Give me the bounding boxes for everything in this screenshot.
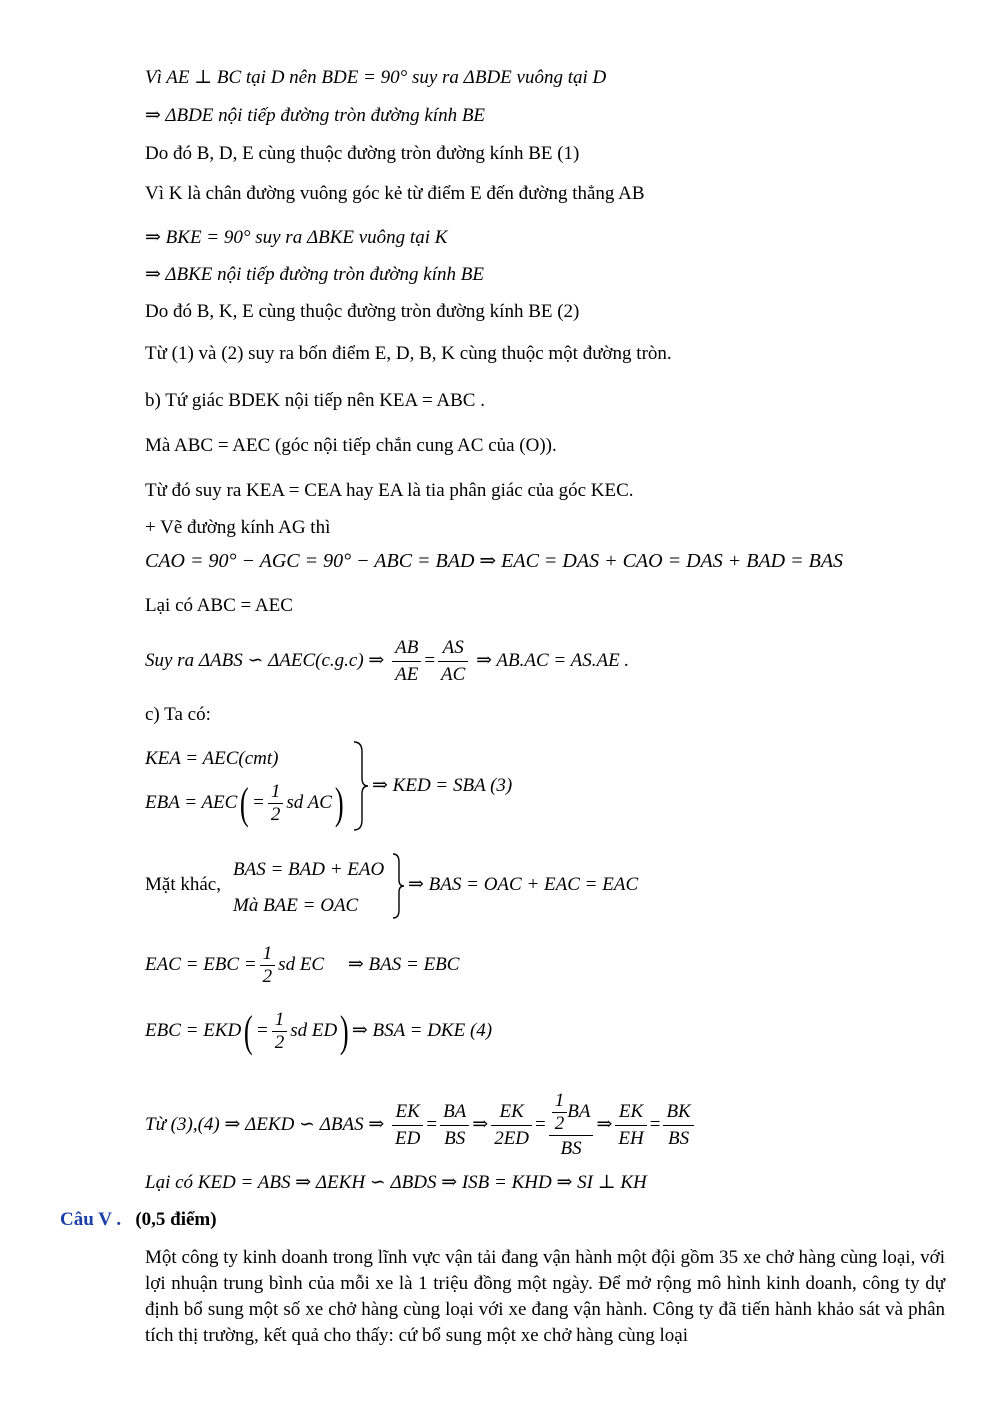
arc-equation: EAC = EBC = $\frac{1}{2}$ sd EC ⇒ BAS = EBC (145, 943, 460, 988)
proof-line: Từ đó suy ra KEA = CEA hay EA là tia phân giác của góc KEC. (145, 480, 634, 501)
ratio-chain: Từ (3),(4) ⇒ ΔEKD ∽ ΔBAS ⇒ $\frac{EK}{ED}$ = $\frac{BA}{BS}$ ⇒ $\frac{EK}{2ED}$ = $\frac{1}{2}$ BA BS ⇒ $\frac{EK}{EH}$ = $\frac{BK}{BS}$ (145, 1082, 697, 1168)
question-points: (0,5 điểm) (135, 1209, 217, 1230)
proof-line: Lại có ABC = AEC (145, 595, 293, 616)
fraction: $\frac{AS}{AC}$ (438, 635, 468, 688)
system2-row1: BAS = BAD + EAO (233, 859, 385, 880)
proof-line: ⇒ ΔBDE nội tiếp đường tròn đường kính BE (145, 105, 486, 126)
system1-row2: EBA = AEC( = $\frac{1}{2}$ sd AC) (145, 778, 344, 828)
proof-line: Từ (1) và (2) suy ra bốn điểm E, D, B, K cùng thuộc một đường tròn. (145, 343, 672, 364)
right-brace (350, 740, 370, 832)
similarity-suffix: ⇒ AB.AC = AS.AE . (476, 650, 630, 671)
system1-result: ⇒ KED = SBA (3) (372, 775, 513, 796)
angle-equation: CAO = 90° − AGC = 90° − ABC = BAD ⇒ EAC = DAS + CAO = DAS + BAD = BAS (145, 550, 844, 572)
proof-line: + Vẽ đường kính AG thì (145, 517, 331, 538)
arc-equation: EBC = EKD( = $\frac{1}{2}$ sd ED) ⇒ BSA = DKE (4) (145, 1006, 493, 1056)
question-text: Một công ty kinh doanh trong lĩnh vực vận tải đang vận hành một đội gồm 35 xe chở hàng cùng loại, với lợi nhuận trung bình của mỗi xe là 1 triệu đồng một ngày. Để mở rộng mô hình kinh doanh, công ty dự định bổ sung một số xe chở hàng cùng loại với xe đang vận hành. Công ty đã tiến hành khảo sát và phân tích thị trường, kết quả cho thấy: cứ bổ sung một xe chở hàng cùng loại (145, 1247, 945, 1346)
question-heading (60, 1209, 217, 1231)
similarity-prefix: Suy ra ΔABS ∽ ΔAEC(c.g.c) ⇒ (145, 650, 385, 671)
proof-line: Mà ABC = AEC (góc nội tiếp chắn cung AC của (O)). (145, 435, 557, 456)
system2-prefix: Mặt khác, (145, 874, 221, 895)
fraction: $\frac{AB}{AE}$ (392, 635, 421, 688)
similarity-line: Suy ra ΔABS ∽ ΔAEC(c.g.c) ⇒ $\frac{AB}{AE}$ = $\frac{AS}{AC}$ ⇒ AB.AC = AS.AE . (145, 634, 629, 688)
system1-row1: KEA = AEC(cmt) (145, 748, 279, 769)
system2-row2: Mà BAE = OAC (233, 895, 359, 916)
proof-line: ⇒ ΔBKE nội tiếp đường tròn đường kính BE (145, 264, 484, 285)
proof-line: Vì AE ⊥ BC tại D nên BDE = 90° suy ra ΔBDE vuông tại D (145, 67, 607, 88)
proof-line: Do đó B, K, E cùng thuộc đường tròn đường kính BE (2) (145, 301, 580, 322)
conclusion-line: Lại có KED = ABS ⇒ ΔEKH ∽ ΔBDS ⇒ ISB = KHD ⇒ SI ⊥ KH (145, 1172, 647, 1193)
system2-result: ⇒ BAS = OAC + EAC = EAC (408, 874, 639, 895)
part-b-heading: b) Tứ giác BDEK nội tiếp nên KEA = ABC . (145, 390, 485, 411)
part-c-heading: c) Ta có: (145, 704, 211, 725)
proof-line: Vì K là chân đường vuông góc kẻ từ điểm E đến đường thẳng AB (145, 183, 645, 204)
question-label: Câu V . (60, 1209, 122, 1230)
right-brace (390, 852, 406, 920)
proof-line: Do đó B, D, E cùng thuộc đường tròn đường kính BE (1) (145, 143, 580, 164)
proof-line: ⇒ BKE = 90° suy ra ΔBKE vuông tại K (145, 227, 448, 248)
